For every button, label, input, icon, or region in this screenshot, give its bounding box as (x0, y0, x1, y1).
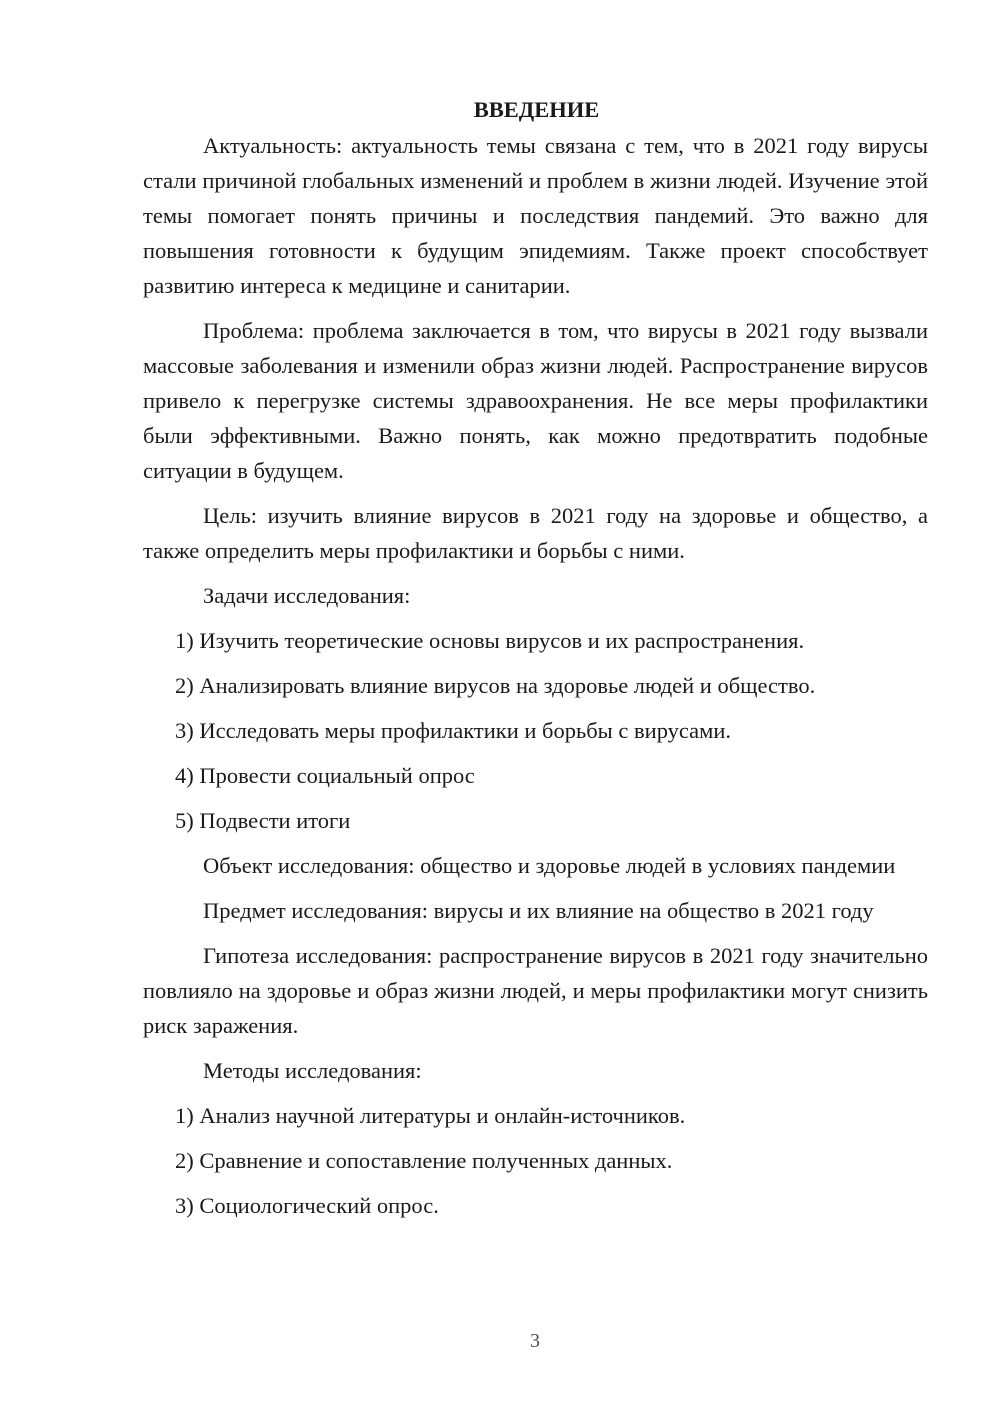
goal-paragraph: Цель: изучить влияние вирусов в 2021 году на здоровье и общество, а также определить меры профилактики и борьбы с ними. (143, 503, 928, 563)
task-item: 5) Подвести итоги (175, 808, 351, 833)
section-title: ВВЕДЕНИЕ (473, 97, 600, 122)
tasks-list (143, 623, 928, 838)
method-item: 1) Анализ научной литературы и онлайн-источников. (175, 1103, 686, 1128)
hypothesis-paragraph: Гипотеза исследования: распространение вирусов в 2021 году значительно повлияло на здоровье и образ жизни людей, и меры профилактики могут снизить риск заражения. (143, 943, 928, 1038)
methods-list (143, 1098, 928, 1223)
task-item: 3) Исследовать меры профилактики и борьбы с вирусами. (175, 718, 732, 743)
method-item: 3) Социологический опрос. (175, 1193, 439, 1218)
method-item: 2) Сравнение и сопоставление полученных данных. (175, 1148, 673, 1173)
page-content (143, 92, 928, 1233)
relevance-paragraph: Актуальность: актуальность темы связана с тем, что в 2021 году вирусы стали причиной глобальных изменений и проблем в жизни людей. Изучение этой темы помогает понять причины и последствия пандемий. Это важно для повышения готовности к будущим эпидемиям. Также проект способствует развитию интереса к медицине и санитарии. (143, 133, 928, 298)
page-number: 3 (530, 1330, 540, 1352)
task-item: 4) Провести социальный опрос (175, 763, 475, 788)
task-item: 1) Изучить теоретические основы вирусов и их распространения. (175, 628, 805, 653)
tasks-heading: Задачи исследования: (203, 583, 411, 608)
problem-paragraph: Проблема: проблема заключается в том, что вирусы в 2021 году вызвали массовые заболевания и изменили образ жизни людей. Распространение вирусов привело к перегрузке системы здравоохранения. Не все меры профилактики были эффективными. Важно понять, как можно предотвратить подобные ситуации в будущем. (143, 318, 928, 483)
methods-heading: Методы исследования: (203, 1058, 422, 1083)
subject-paragraph: Предмет исследования: вирусы и их влияние на общество в 2021 году (203, 898, 874, 923)
task-item: 2) Анализировать влияние вирусов на здоровье людей и общество. (175, 673, 816, 698)
object-paragraph: Объект исследования: общество и здоровье людей в условиях пандемии (203, 853, 896, 878)
